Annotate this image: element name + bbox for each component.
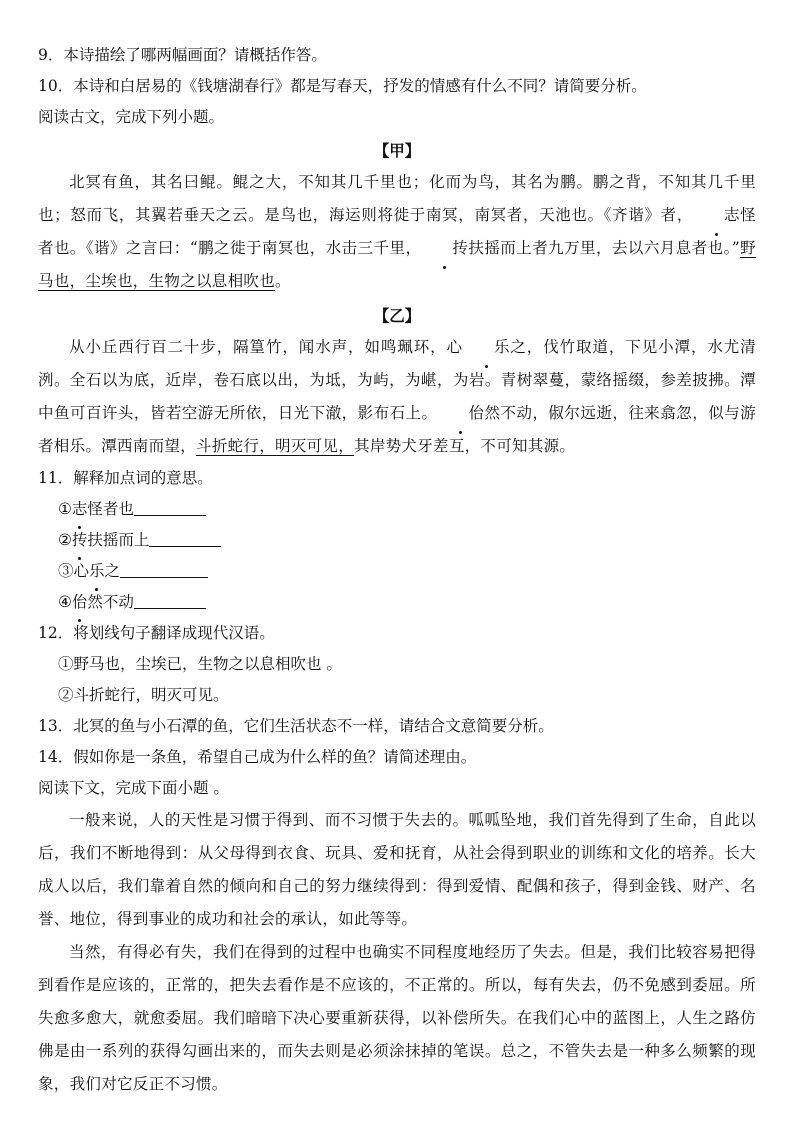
- passage-yi-heading: 【乙】: [373, 306, 421, 325]
- yi-dot-char: 乐: [463, 331, 510, 364]
- q12-item-1: ①野马也，尘埃已，生物之以息相吹也 。: [58, 655, 342, 673]
- yi-text-3: 然不动，俶尔远逝，往来翕忽，似与游者相乐。潭西南而望，: [38, 404, 756, 455]
- yi-text-end: 其岸势犬牙差互，不可知其源。: [354, 437, 576, 455]
- jia-text-end: 。: [275, 272, 291, 290]
- q12-item-2: ②斗折蛇行，明灭可见。: [58, 686, 229, 704]
- q11-item-text: 怪者也: [87, 500, 134, 518]
- answer-blank[interactable]: [134, 592, 206, 609]
- q11-item-num: ①: [58, 500, 72, 518]
- modern-paragraph-1: 一般来说，人的天性是习惯于得到、而不习惯于失去的。呱呱坠地，我们首先得到了生命，自此以后，我们不断地得到：从父母得到衣食、玩具、爱和抚育，从社会得到职业的训练和文化的培养。长大成人以后，我们靠着自然的倾向和自己的努力继续得到：得到爱情、配偶和孩子，得到金钱、财产、名誉、地位，得到事业的成功和社会的承认，如此等等。: [38, 811, 756, 928]
- answer-blank[interactable]: [120, 561, 208, 578]
- q11-dot-char: 抟: [72, 525, 88, 556]
- q11-item-2: [38, 525, 756, 556]
- passage-jia-heading: 【甲】: [373, 141, 421, 160]
- answer-blank[interactable]: [134, 499, 206, 516]
- q11-item-text: 扶摇而上: [87, 531, 150, 549]
- yi-underlined-sentence: 斗折蛇行，明灭可见，: [196, 437, 355, 455]
- q11-item-4: [38, 587, 756, 618]
- question-14: 14．假如你是一条鱼，希望自己成为什么样的鱼？请简述理由。: [38, 748, 477, 766]
- q11-item-1: [38, 494, 756, 525]
- q11-dot-char: 佁: [72, 587, 88, 618]
- question-10: 10．本诗和白居易的《钱塘湖春行》都是写春天，抒发的情感有什么不同？请简要分析。: [38, 77, 647, 95]
- passage-jia: [38, 166, 756, 298]
- jia-text-2: 怪者也。《谐》之言曰：“鹏之徙于南冥也，水击三千里，: [38, 206, 756, 257]
- jia-dot-char-2: 抟: [421, 232, 468, 265]
- answer-blank[interactable]: [149, 530, 221, 547]
- q11-item-pre: 心: [73, 562, 90, 580]
- passage-yi: [38, 331, 756, 463]
- q11-dot-char: 志: [72, 494, 88, 525]
- q11-item-3: [38, 556, 756, 587]
- q11-item-num: ④: [58, 593, 72, 611]
- jia-text-1: 北冥有鱼，其名曰鲲。鲲之大，不知其几千里也；化而为鸟，其名为鹏。鹏之背，不知其几千里也；怒而飞，其翼若垂天之云。是鸟也，海运则将徙于南冥，南冥者，天池也。《齐谐》者，: [38, 173, 756, 224]
- q11-item-text: 之: [104, 562, 121, 580]
- jia-underlined-sentence: 野马也，尘埃也，生物之以息相吹也: [38, 239, 756, 290]
- yi-dot-char-2: 佁: [438, 397, 485, 430]
- q11-item-num: ③: [58, 562, 74, 580]
- jia-dot-char: 志: [693, 199, 740, 232]
- q11-item-num: ②: [58, 531, 72, 549]
- modern-instruction: 阅读下文，完成下面小题 。: [38, 779, 229, 797]
- q11-item-text: 然不动: [87, 593, 134, 611]
- jia-text-3: 扶摇而上者九万里，去以六月息者也。”: [468, 239, 741, 257]
- question-13: 13．北冥的鱼与小石潭的鱼，它们生活状态不一样，请结合文意简要分析。: [38, 717, 554, 735]
- question-9: 9．本诗描绘了哪两幅画面？请概括作答。: [38, 46, 327, 64]
- modern-paragraph-2: 当然，有得必有失，我们在得到的过程中也确实不同程度地经历了失去。但是，我们比较容易把得到看作是应该的，正常的，把失去看作是不应该的，不正常的。所以，每有失去，仍不免感到委屈。所失愈多愈大，就愈委屈。我们暗暗下决心要重新获得，以补偿所失。在我们心中的蓝图上，人生之路仿佛是由一系列的获得勾画出来的，而失去则是必须涂抹掉的笔误。总之，不管失去是一种多么频繁的现象，我们对它反正不习惯。: [38, 943, 756, 1093]
- question-12: 12．将划线句子翻译成现代汉语。: [38, 624, 275, 642]
- classical-instruction: 阅读古文，完成下列小题。: [38, 108, 225, 126]
- yi-text-2: 之，伐竹取道，下见小潭，水尤清洌。全石以为底，近岸，卷石底以出，为坻，为屿，为嵁，为岩。青树翠蔓，蒙络摇缀，参差披拂。潭中鱼可百许头，皆若空游无所依，日光下澈，影布石上。: [38, 338, 756, 422]
- q11-dot-char: 乐: [89, 556, 105, 587]
- question-11: 11．解释加点词的意思。: [38, 469, 213, 487]
- yi-text-1: 从小丘西行百二十步，隔篁竹，闻水声，如鸣珮环，心: [69, 338, 463, 356]
